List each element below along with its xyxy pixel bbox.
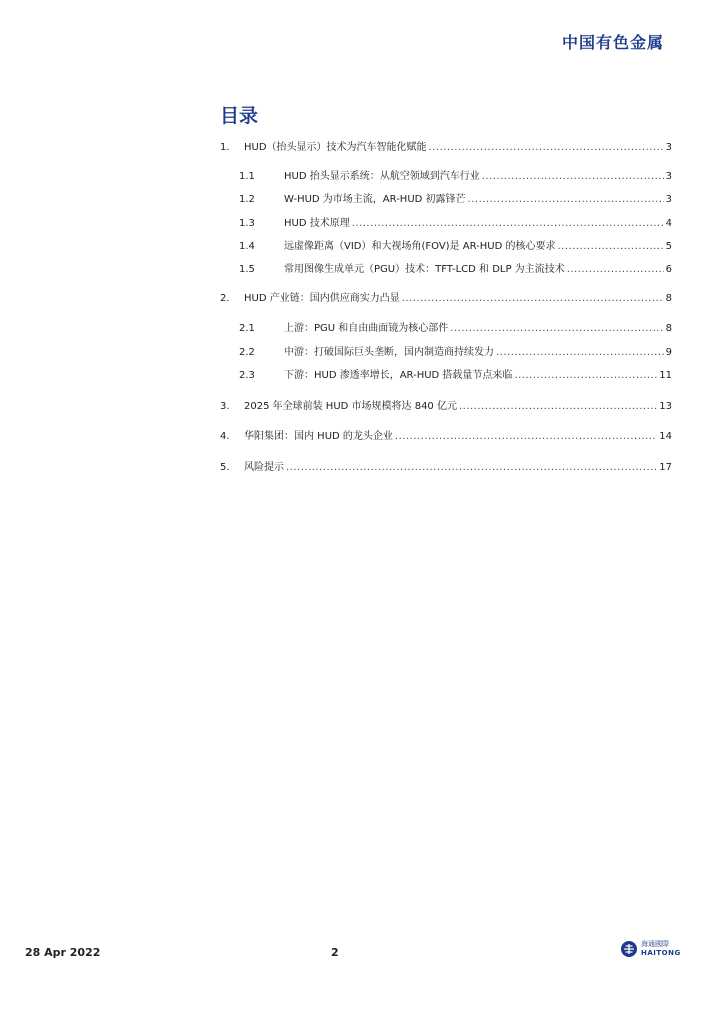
toc-entry-number: 2.1: [239, 323, 255, 334]
toc-entry-number: 1.4: [239, 241, 255, 252]
toc-leader-dots: [352, 217, 664, 231]
toc-entry-1-3[interactable]: [220, 217, 672, 231]
toc-entry-number: 3.: [220, 401, 230, 412]
toc-entry-2-3[interactable]: [220, 369, 672, 383]
toc-entry-title: HUD 抬头显示系统：从航空领域到汽车行业: [284, 171, 480, 182]
toc-entry-number: 4.: [220, 431, 230, 442]
toc-leader-dots: [286, 461, 657, 475]
logo-text-cn: 海通國際: [641, 940, 669, 948]
toc-entry-2-2[interactable]: [220, 346, 672, 360]
toc-entry-1[interactable]: [220, 141, 672, 155]
footer-page-number: 2: [331, 946, 339, 959]
toc-entry-title: 中游：打破国际巨头垄断，国内制造商持续发力: [284, 347, 494, 358]
toc-entry-number: 1.1: [239, 171, 255, 182]
toc-entry-number: 5.: [220, 462, 230, 473]
toc-leader-dots: [567, 263, 664, 277]
toc-heading: 目录: [220, 105, 259, 127]
toc-entry-page: 3: [665, 171, 672, 182]
toc-entry-page: 8: [665, 323, 672, 334]
toc-entry-title: W-HUD 为市场主流，AR-HUD 初露锋芒: [284, 194, 466, 205]
toc-leader-dots: [459, 400, 657, 414]
toc-leader-dots: [482, 170, 664, 184]
toc-entry-page: 13: [659, 401, 672, 412]
toc-entry-1-1[interactable]: [220, 170, 672, 184]
toc-entry-title: HUD 技术原理: [284, 218, 350, 229]
toc-entry-page: 11: [659, 370, 672, 381]
toc-entry-page: 14: [659, 431, 672, 442]
toc-entry-3[interactable]: [220, 400, 672, 414]
toc-entry-1-4[interactable]: [220, 240, 672, 254]
toc-entry-page: 4: [665, 218, 672, 229]
toc-leader-dots: [450, 322, 663, 336]
toc-leader-dots: [468, 193, 664, 207]
toc-entry-title: 远虚像距离（VID）和大视场角(FOV)是 AR-HUD 的核心要求: [284, 241, 556, 252]
toc-entry-title: 下游：HUD 渗透率增长，AR-HUD 搭载量节点来临: [284, 370, 513, 381]
toc-entry-title: 常用图像生成单元（PGU）技术：TFT-LCD 和 DLP 为主流技术: [284, 264, 565, 275]
toc-entry-page: 5: [665, 241, 672, 252]
toc-entry-title: HUD 产业链：国内供应商实力凸显: [244, 293, 400, 304]
toc-entry-1-2[interactable]: [220, 193, 672, 207]
toc-entry-1-5[interactable]: [220, 263, 672, 277]
toc-entry-2-1[interactable]: [220, 322, 672, 336]
toc-entry-title: 华阳集团：国内 HUD 的龙头企业: [244, 431, 393, 442]
toc-entry-page: 3: [665, 142, 672, 153]
toc-entry-5[interactable]: [220, 461, 672, 475]
toc-entry-title: HUD（抬头显示）技术为汽车智能化赋能: [244, 142, 427, 153]
toc-entry-title: 风险提示: [244, 462, 284, 473]
haitong-logo: [620, 940, 681, 958]
toc-entry-number: 1.: [220, 142, 230, 153]
toc-entry-number: 2.3: [239, 370, 255, 381]
toc-entry-number: 1.3: [239, 218, 255, 229]
toc-entry-page: 17: [659, 462, 672, 473]
toc-entry-title: 上游：PGU 和自由曲面镜为核心部件: [284, 323, 449, 334]
toc-entry-2[interactable]: [220, 292, 672, 306]
toc-entry-number: 1.2: [239, 194, 255, 205]
toc-entry-title: 2025 年全球前装 HUD 市场规模将达 840 亿元: [244, 401, 457, 412]
toc-entry-page: 9: [665, 347, 672, 358]
toc-leader-dots: [514, 369, 657, 383]
toc-entry-page: 8: [665, 293, 672, 304]
toc-leader-dots: [429, 141, 664, 155]
haitong-logo-icon: [620, 940, 638, 958]
toc-entry-page: 6: [665, 264, 672, 275]
toc-entry-4[interactable]: [220, 430, 672, 444]
toc-entry-number: 1.5: [239, 264, 255, 275]
toc-leader-dots: [395, 430, 657, 444]
toc-entry-page: 3: [665, 194, 672, 205]
toc-leader-dots: [402, 292, 664, 306]
footer-date: 28 Apr 2022: [25, 946, 101, 959]
toc-leader-dots: [496, 346, 664, 360]
toc-leader-dots: [557, 240, 663, 254]
logo-text-en: HAITONG: [641, 949, 681, 957]
toc-entry-number: 2.: [220, 293, 230, 304]
report-header-title: 中国有色金属: [561, 33, 664, 52]
toc-entry-number: 2.2: [239, 347, 255, 358]
